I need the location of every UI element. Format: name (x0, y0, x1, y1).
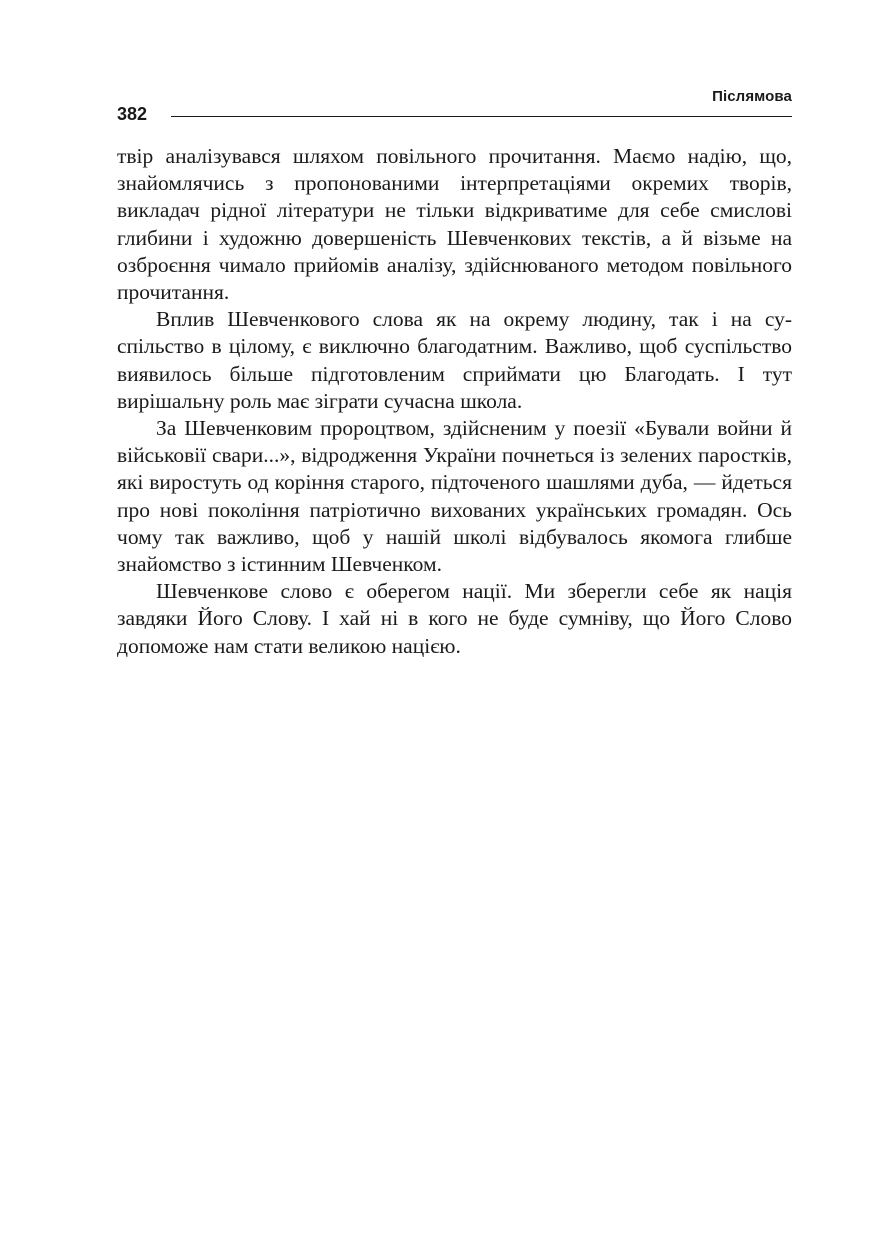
page-number: 382 (117, 104, 148, 124)
paragraph-prophecy: За Шевченковим пророцтвом, здійсненим у поезії «Бували войни й військовії свари...», відродження України почнеться із зелених паростків, які виростуть од коріння старого, підточеного шашлями дуба, — йдеться про нові покоління патріотично вихованих українських громадян. Ось чому так важливо, щоб у нашій школі відбувалось якомога глибше знайомство з істинним Шевченком. (117, 416, 792, 577)
paragraph-continued: твір аналізувався шляхом повільного прочитання. Маємо надію, що, знайомлячись з пропонованими інтерпретаціями окремих творів, викладач рідної літератури не тільки відкриватиме для себе смислові глибини і художню довершеність Шевченкових текстів, а й візьме на озброєння чимало прийомів аналізу, здійснюваного методом повільного прочитання. (117, 144, 792, 305)
header-rule (171, 116, 792, 117)
paragraph-shevchenko-influence: Вплив Шевченкового слова як на окрему людину, так і на суспільство в цілому, є виключно благодатним. Важливо, щоб суспільство виявилось більше підготовленим сприймати цю Благодать. І тут вирішальну роль має зіграти сучасна школа. (117, 307, 792, 413)
paragraph-nation-amulet: Шевченкове слово є оберегом нації. Ми зберегли себе як нація завдяки Його Слову. І хай ні в кого не буде сумніву, що Його Слово допоможе нам стати великою нацією. (117, 579, 792, 658)
body-text (117, 143, 792, 660)
running-head-title: Післямова (712, 88, 792, 105)
